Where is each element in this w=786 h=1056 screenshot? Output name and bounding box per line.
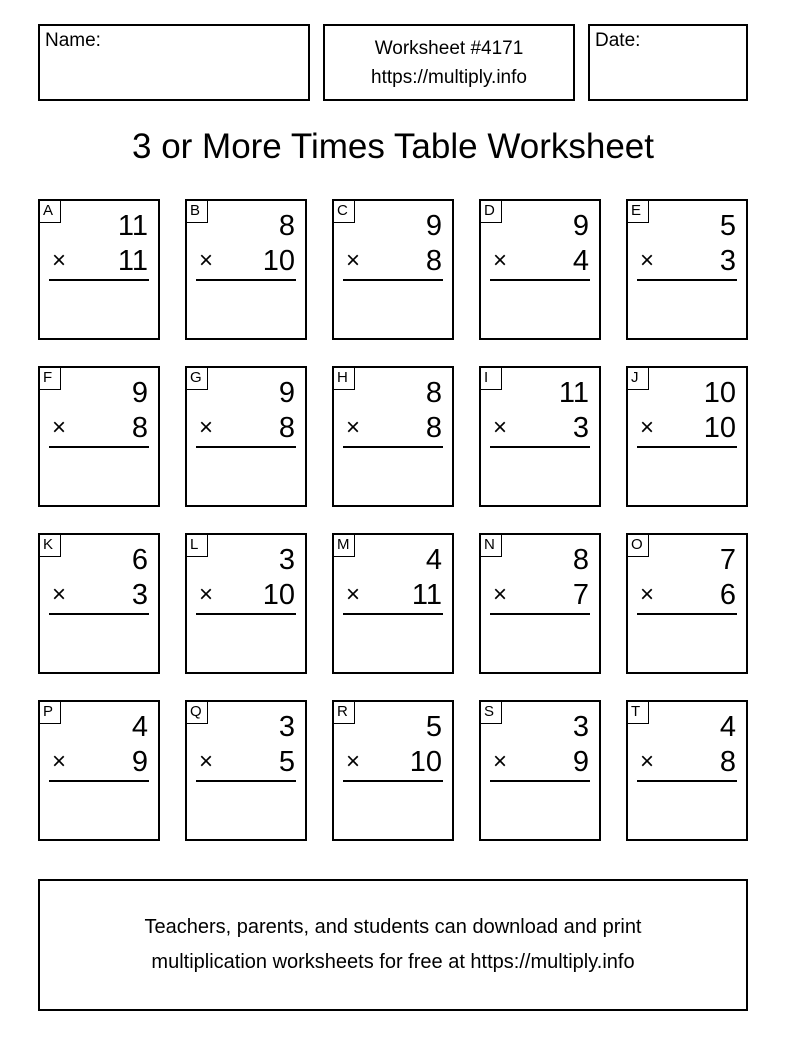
problem-card [185, 199, 307, 340]
problem-letter: Q [187, 702, 208, 724]
problem-card [332, 533, 454, 674]
multiplier: 9 [572, 746, 589, 778]
multiplicand: 3 [278, 711, 295, 743]
times-icon: × [199, 414, 214, 441]
multiplicand: 9 [131, 377, 148, 409]
problem-letter: M [334, 535, 355, 557]
worksheet-number: Worksheet #4171 [374, 38, 524, 59]
answer-line [196, 613, 296, 615]
multiplicand: 5 [425, 711, 442, 743]
multiplier: 8 [278, 412, 295, 444]
multiplier: 6 [719, 579, 736, 611]
times-icon: × [640, 414, 655, 441]
problem-letter: O [628, 535, 649, 557]
multiplier: 8 [425, 412, 442, 444]
multiplicand: 3 [572, 711, 589, 743]
answer-line [637, 279, 737, 281]
times-icon: × [52, 748, 67, 775]
answer-line [343, 279, 443, 281]
multiplicand: 8 [425, 377, 442, 409]
answer-line [49, 780, 149, 782]
problem-letter: C [334, 201, 355, 223]
answer-line [343, 613, 443, 615]
problem-letter: P [40, 702, 61, 724]
multiplier: 11 [411, 579, 442, 611]
times-icon: × [493, 414, 508, 441]
multiplicand: 8 [278, 210, 295, 242]
problem-card [626, 700, 748, 841]
problem-card [479, 366, 601, 507]
problem-letter: E [628, 201, 649, 223]
problem-card [332, 199, 454, 340]
worksheet-url: https://multiply.info [371, 67, 527, 88]
multiplier: 4 [572, 245, 589, 277]
answer-line [196, 780, 296, 782]
multiplicand: 8 [572, 544, 589, 576]
problem-card [332, 366, 454, 507]
times-icon: × [640, 581, 655, 608]
problem-card [626, 199, 748, 340]
multiplicand: 11 [558, 377, 589, 409]
problem-letter: F [40, 368, 61, 390]
problem-letter: S [481, 702, 502, 724]
problem-card [185, 366, 307, 507]
problem-card [38, 366, 160, 507]
problem-card [185, 700, 307, 841]
problem-card [38, 533, 160, 674]
problem-card [38, 700, 160, 841]
answer-line [637, 446, 737, 448]
multiplicand: 4 [425, 544, 442, 576]
multiplier: 11 [117, 245, 148, 277]
multiplicand: 4 [131, 711, 148, 743]
multiplier: 3 [719, 245, 736, 277]
date-field-box [588, 24, 748, 101]
problem-letter: J [628, 368, 649, 390]
answer-line [490, 446, 590, 448]
multiplier: 10 [262, 245, 295, 277]
times-icon: × [199, 581, 214, 608]
multiplier: 8 [131, 412, 148, 444]
problem-letter: G [187, 368, 208, 390]
multiplicand: 5 [719, 210, 736, 242]
multiplier: 8 [719, 746, 736, 778]
answer-line [343, 780, 443, 782]
multiplier: 10 [409, 746, 442, 778]
answer-line [196, 279, 296, 281]
times-icon: × [199, 247, 214, 274]
problem-letter: B [187, 201, 208, 223]
times-icon: × [640, 748, 655, 775]
date-label: Date: [595, 30, 641, 51]
problem-letter: K [40, 535, 61, 557]
times-icon: × [346, 414, 361, 441]
times-icon: × [52, 581, 67, 608]
multiplier: 3 [572, 412, 589, 444]
problem-card [185, 533, 307, 674]
multiplier: 5 [278, 746, 295, 778]
problem-letter: L [187, 535, 208, 557]
answer-line [637, 780, 737, 782]
problem-card [479, 533, 601, 674]
times-icon: × [52, 247, 67, 274]
answer-line [49, 279, 149, 281]
answer-line [196, 446, 296, 448]
answer-line [490, 780, 590, 782]
times-icon: × [199, 748, 214, 775]
times-icon: × [52, 414, 67, 441]
footer-box [38, 879, 748, 1011]
multiplier: 8 [425, 245, 442, 277]
answer-line [49, 613, 149, 615]
times-icon: × [493, 247, 508, 274]
multiplicand: 9 [278, 377, 295, 409]
problem-letter: H [334, 368, 355, 390]
multiplicand: 9 [425, 210, 442, 242]
times-icon: × [346, 247, 361, 274]
problem-card [626, 366, 748, 507]
problem-letter: N [481, 535, 502, 557]
worksheet-info-box [323, 24, 575, 101]
problem-card [479, 199, 601, 340]
name-label: Name: [45, 30, 101, 51]
answer-line [49, 446, 149, 448]
multiplicand: 4 [719, 711, 736, 743]
multiplier: 3 [131, 579, 148, 611]
multiplicand: 9 [572, 210, 589, 242]
answer-line [490, 613, 590, 615]
problem-letter: I [481, 368, 502, 390]
page-title: 3 or More Times Table Worksheet [132, 127, 654, 166]
footer-line-1: Teachers, parents, and students can download and print [144, 916, 642, 938]
multiplier: 10 [262, 579, 295, 611]
footer-line-2: multiplication worksheets for free at https://multiply.info [151, 951, 635, 973]
problem-card [626, 533, 748, 674]
problem-letter: A [40, 201, 61, 223]
times-icon: × [493, 581, 508, 608]
multiplier: 9 [131, 746, 148, 778]
problem-card [38, 199, 160, 340]
times-icon: × [493, 748, 508, 775]
answer-line [490, 279, 590, 281]
answer-line [343, 446, 443, 448]
multiplicand: 10 [703, 377, 736, 409]
times-icon: × [346, 748, 361, 775]
multiplicand: 3 [278, 544, 295, 576]
multiplicand: 11 [117, 210, 148, 242]
problem-letter: D [481, 201, 502, 223]
name-field-box [38, 24, 310, 101]
multiplier: 7 [572, 579, 589, 611]
problem-card [479, 700, 601, 841]
problem-card [332, 700, 454, 841]
multiplicand: 7 [719, 544, 736, 576]
problem-letter: R [334, 702, 355, 724]
answer-line [637, 613, 737, 615]
multiplicand: 6 [131, 544, 148, 576]
times-icon: × [346, 581, 361, 608]
multiplier: 10 [703, 412, 736, 444]
problem-letter: T [628, 702, 649, 724]
times-icon: × [640, 247, 655, 274]
